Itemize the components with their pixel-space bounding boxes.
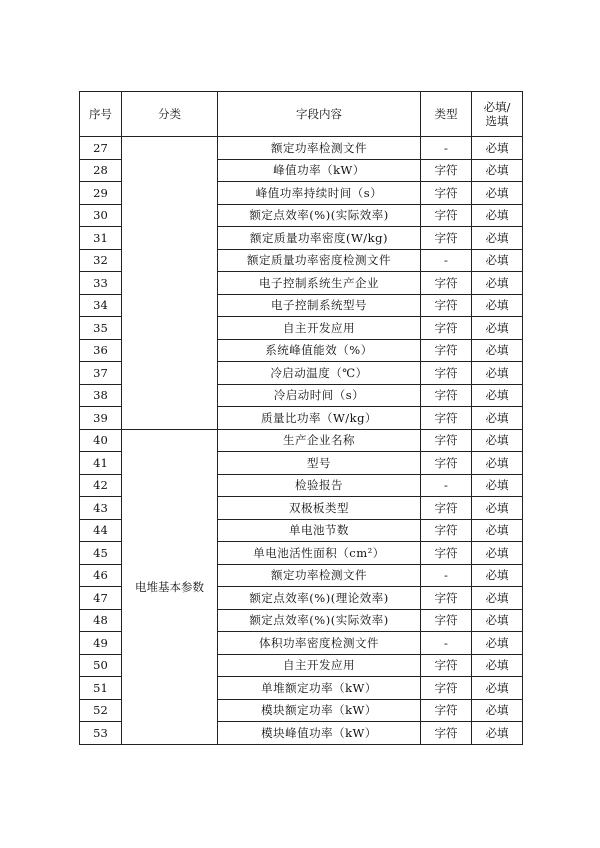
row-type: 字符 (421, 362, 472, 385)
row-seq: 39 (80, 407, 122, 430)
row-required: 必填 (472, 699, 523, 722)
row-required: 必填 (472, 384, 523, 407)
row-field: 电子控制系统生产企业 (218, 272, 421, 295)
header-type: 类型 (421, 92, 472, 137)
row-category: 电堆基本参数 (122, 429, 218, 744)
row-required: 必填 (472, 249, 523, 272)
row-field: 双极板类型 (218, 497, 421, 520)
row-required: 必填 (472, 654, 523, 677)
row-type: - (421, 564, 472, 587)
row-type: 字符 (421, 587, 472, 610)
row-field: 模块额定功率（kW） (218, 699, 421, 722)
row-type: 字符 (421, 159, 472, 182)
row-seq: 36 (80, 339, 122, 362)
row-field: 模块峰值功率（kW） (218, 722, 421, 745)
row-required: 必填 (472, 677, 523, 700)
row-type: 字符 (421, 677, 472, 700)
row-required: 必填 (472, 294, 523, 317)
row-required: 必填 (472, 182, 523, 205)
row-seq: 48 (80, 609, 122, 632)
row-field: 峰值功率持续时间（s） (218, 182, 421, 205)
row-field: 质量比功率（W/kg） (218, 407, 421, 430)
row-field: 额定质量功率密度(W/kg) (218, 227, 421, 250)
row-seq: 34 (80, 294, 122, 317)
row-seq: 32 (80, 249, 122, 272)
row-type: 字符 (421, 339, 472, 362)
row-type: 字符 (421, 182, 472, 205)
row-field: 生产企业名称 (218, 429, 421, 452)
header-required-line1: 必填/ (483, 100, 511, 114)
row-seq: 43 (80, 497, 122, 520)
row-type: 字符 (421, 609, 472, 632)
row-required: 必填 (472, 227, 523, 250)
field-spec-table (79, 91, 523, 745)
row-required: 必填 (472, 272, 523, 295)
row-seq: 33 (80, 272, 122, 295)
row-field: 额定质量功率密度检测文件 (218, 249, 421, 272)
row-required: 必填 (472, 587, 523, 610)
row-type: 字符 (421, 519, 472, 542)
row-required: 必填 (472, 632, 523, 655)
row-seq: 31 (80, 227, 122, 250)
row-seq: 47 (80, 587, 122, 610)
header-category: 分类 (122, 92, 218, 137)
row-field: 冷启动时间（s） (218, 384, 421, 407)
table-body (80, 137, 523, 745)
row-field: 额定点效率(%)(实际效率) (218, 609, 421, 632)
row-required: 必填 (472, 542, 523, 565)
row-type: 字符 (421, 497, 472, 520)
row-field: 单堆额定功率（kW） (218, 677, 421, 700)
row-field: 额定功率检测文件 (218, 564, 421, 587)
row-required: 必填 (472, 452, 523, 475)
row-type: 字符 (421, 452, 472, 475)
row-type: - (421, 249, 472, 272)
row-category (122, 137, 218, 430)
row-type: 字符 (421, 407, 472, 430)
row-field: 自主开发应用 (218, 317, 421, 340)
row-required: 必填 (472, 722, 523, 745)
row-seq: 35 (80, 317, 122, 340)
row-type: 字符 (421, 272, 472, 295)
row-type: 字符 (421, 699, 472, 722)
row-field: 额定点效率(%)(理论效率) (218, 587, 421, 610)
row-seq: 52 (80, 699, 122, 722)
row-type: 字符 (421, 654, 472, 677)
row-required: 必填 (472, 204, 523, 227)
row-type: 字符 (421, 294, 472, 317)
row-seq: 50 (80, 654, 122, 677)
header-required-line2: 选填 (485, 114, 509, 128)
header-required (472, 92, 523, 137)
row-type: 字符 (421, 204, 472, 227)
row-field: 体积功率密度检测文件 (218, 632, 421, 655)
table-header-row (80, 92, 523, 137)
row-seq: 51 (80, 677, 122, 700)
row-type: - (421, 474, 472, 497)
row-required: 必填 (472, 609, 523, 632)
row-seq: 49 (80, 632, 122, 655)
row-type: 字符 (421, 384, 472, 407)
row-field: 单电池活性面积（cm²） (218, 542, 421, 565)
row-seq: 40 (80, 429, 122, 452)
row-seq: 29 (80, 182, 122, 205)
row-type: - (421, 137, 472, 160)
row-seq: 38 (80, 384, 122, 407)
row-field: 自主开发应用 (218, 654, 421, 677)
row-required: 必填 (472, 317, 523, 340)
row-type: 字符 (421, 227, 472, 250)
header-field: 字段内容 (218, 92, 421, 137)
row-required: 必填 (472, 339, 523, 362)
row-required: 必填 (472, 159, 523, 182)
row-seq: 28 (80, 159, 122, 182)
row-seq: 37 (80, 362, 122, 385)
row-field: 单电池节数 (218, 519, 421, 542)
row-required: 必填 (472, 137, 523, 160)
row-required: 必填 (472, 519, 523, 542)
row-seq: 44 (80, 519, 122, 542)
row-type: 字符 (421, 317, 472, 340)
row-field: 检验报告 (218, 474, 421, 497)
table-row (80, 137, 523, 160)
row-field: 冷启动温度（℃） (218, 362, 421, 385)
row-field: 型号 (218, 452, 421, 475)
row-seq: 46 (80, 564, 122, 587)
row-seq: 41 (80, 452, 122, 475)
row-type: 字符 (421, 542, 472, 565)
header-seq: 序号 (80, 92, 122, 137)
row-field: 额定点效率(%)(实际效率) (218, 204, 421, 227)
row-required: 必填 (472, 497, 523, 520)
row-field: 额定功率检测文件 (218, 137, 421, 160)
row-type: - (421, 632, 472, 655)
row-type: 字符 (421, 722, 472, 745)
row-seq: 42 (80, 474, 122, 497)
row-field: 电子控制系统型号 (218, 294, 421, 317)
row-field: 系统峰值能效（%） (218, 339, 421, 362)
table-row (80, 429, 523, 452)
row-required: 必填 (472, 474, 523, 497)
row-required: 必填 (472, 362, 523, 385)
row-field: 峰值功率（kW） (218, 159, 421, 182)
row-required: 必填 (472, 407, 523, 430)
row-seq: 30 (80, 204, 122, 227)
row-required: 必填 (472, 564, 523, 587)
row-seq: 53 (80, 722, 122, 745)
row-seq: 27 (80, 137, 122, 160)
row-seq: 45 (80, 542, 122, 565)
row-required: 必填 (472, 429, 523, 452)
row-type: 字符 (421, 429, 472, 452)
